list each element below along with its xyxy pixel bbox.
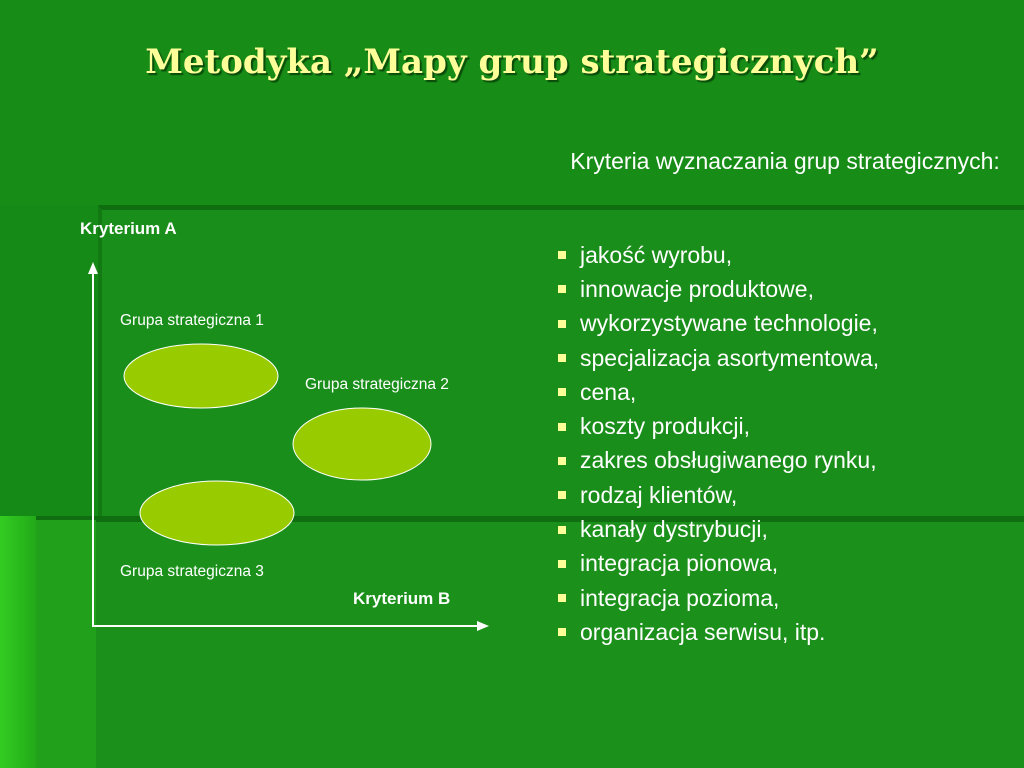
group-2-label: Grupa strategiczna 2 <box>305 376 449 393</box>
square-bullet-icon <box>558 388 566 396</box>
square-bullet-icon <box>558 594 566 602</box>
list-item <box>556 238 879 272</box>
x-axis-arrowhead <box>477 621 489 631</box>
square-bullet-icon <box>558 251 566 259</box>
list-item-text: rodzaj klientów, <box>580 481 738 508</box>
square-bullet-icon <box>558 423 566 431</box>
list-item <box>556 307 879 341</box>
criteria-list <box>556 238 879 650</box>
square-bullet-icon <box>558 354 566 362</box>
group-1-ellipse <box>124 344 278 408</box>
square-bullet-icon <box>558 560 566 568</box>
y-axis-arrowhead <box>88 262 98 274</box>
list-item-text: integracja pionowa, <box>580 550 779 577</box>
list-item <box>556 581 879 615</box>
group-2-ellipse <box>293 408 431 480</box>
list-item <box>556 615 879 649</box>
list-item <box>556 375 879 409</box>
y-axis <box>88 262 98 626</box>
list-item <box>556 409 879 443</box>
square-bullet-icon <box>558 491 566 499</box>
square-bullet-icon <box>558 526 566 534</box>
square-bullet-icon <box>558 457 566 465</box>
list-item <box>556 444 879 478</box>
square-bullet-icon <box>558 628 566 636</box>
list-item <box>556 341 879 375</box>
list-item-text: wykorzystywane technologie, <box>580 310 878 337</box>
y-axis-label: Kryterium A <box>80 219 177 238</box>
list-item <box>556 547 879 581</box>
slide-title: Metodyka „Mapy grup strategicznych” <box>145 42 879 82</box>
list-item-text: kanały dystrybucji, <box>580 516 768 543</box>
square-bullet-icon <box>558 320 566 328</box>
list-item-text: cena, <box>580 378 637 405</box>
list-item-text: zakres obsługiwanego rynku, <box>580 447 877 474</box>
list-item <box>556 478 879 512</box>
list-item-text: integracja pozioma, <box>580 584 780 611</box>
list-item-text: koszty produkcji, <box>580 413 751 440</box>
list-item-text: innowacje produktowe, <box>580 275 814 302</box>
criteria-heading: Kryteria wyznaczania grup strategicznych: <box>570 148 1000 174</box>
list-item-text: organizacja serwisu, itp. <box>580 618 826 645</box>
list-item-text: specjalizacja asortymentowa, <box>580 344 880 371</box>
list-item <box>556 272 879 306</box>
list-item-text: jakość wyrobu, <box>580 241 733 268</box>
list-item <box>556 512 879 546</box>
x-axis <box>92 621 489 631</box>
group-3-ellipse <box>140 481 294 545</box>
square-bullet-icon <box>558 285 566 293</box>
group-3-label: Grupa strategiczna 3 <box>120 563 264 580</box>
group-1-label: Grupa strategiczna 1 <box>120 312 264 329</box>
x-axis-label: Kryterium B <box>353 589 451 608</box>
